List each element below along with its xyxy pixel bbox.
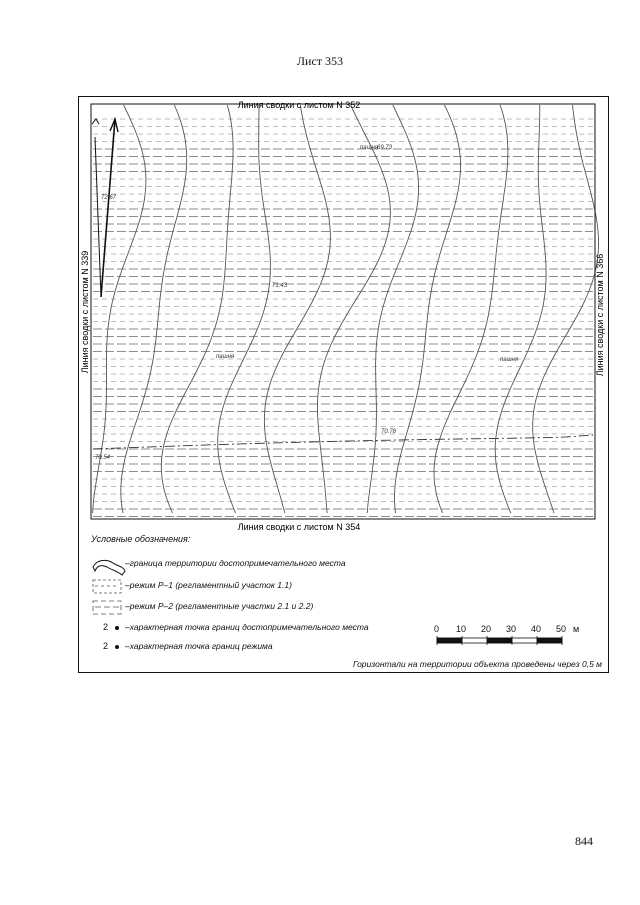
top-join-label: Линия сводки с листом N 352	[237, 100, 361, 110]
sheet-title: Лист 353	[296, 54, 344, 68]
land-use-label: пашня	[360, 145, 379, 151]
land-use-label: пашня	[500, 357, 519, 363]
map-sheet-frame: Линия сводки с листом N 352 Линия сводки с листом N 354 Линия сводки с листом N 339 Линия сводки с листом N 366 пашня пашня пашня 72.67 71.43 70.78 70.54 69.73 Условные обозначения: –граница территории достопримечательного места –режим Р–1 (регламентный участок 1.1) –режим Р–2 (регламентные участки 2.1 и 2.2) 2 –характерная точка границ достопримечательного места 2 –характерная точка границ режима 0 10 20 30 40 50 м Горизонтали на территории объекта проведены через 0,5 м	[78, 96, 609, 673]
elevation-label: 70.78	[381, 429, 397, 435]
land-use-label: пашня	[216, 354, 235, 360]
bottom-join-label: Линия сводки с листом N 354	[237, 522, 361, 532]
scale-segment	[437, 638, 462, 643]
contour-line	[395, 105, 461, 513]
scale-segment	[487, 638, 512, 643]
point-marker-icon	[115, 626, 119, 630]
boundary-outline-icon	[93, 560, 125, 575]
page-number: 844	[575, 834, 593, 848]
contour-line	[93, 105, 146, 513]
contour-lines	[93, 105, 599, 513]
legend-title: Условные обозначения:	[91, 534, 191, 544]
regime-boundary-line	[93, 435, 593, 449]
contour-line	[318, 105, 391, 513]
regime-p2-icon	[93, 601, 121, 614]
contour-line	[367, 105, 418, 513]
north-arrow-icon	[92, 119, 118, 297]
contour-line	[218, 105, 271, 513]
contour-line	[161, 105, 233, 513]
contour-interval-note: Горизонтали на территории объекта проведены через 0,5 м	[352, 659, 602, 669]
elevation-label: 71.43	[272, 283, 288, 289]
scale-segment	[537, 638, 562, 643]
contour-line	[121, 105, 187, 513]
scale-bar	[437, 636, 562, 645]
point-marker-icon	[115, 645, 119, 649]
right-join-label: Линия сводки с листом N 366	[595, 253, 605, 377]
contour-line	[264, 105, 330, 513]
contour-line	[434, 105, 508, 513]
regime-hatching	[93, 119, 593, 517]
elevation-label: 72.67	[101, 195, 117, 201]
contour-line	[495, 105, 546, 513]
regime-p1-icon	[93, 580, 121, 593]
elevation-label: 69.73	[377, 145, 393, 151]
elevation-label: 70.54	[95, 455, 111, 461]
legend-symbols	[93, 560, 125, 614]
left-join-label: Линия сводки с листом N 339	[80, 250, 90, 374]
